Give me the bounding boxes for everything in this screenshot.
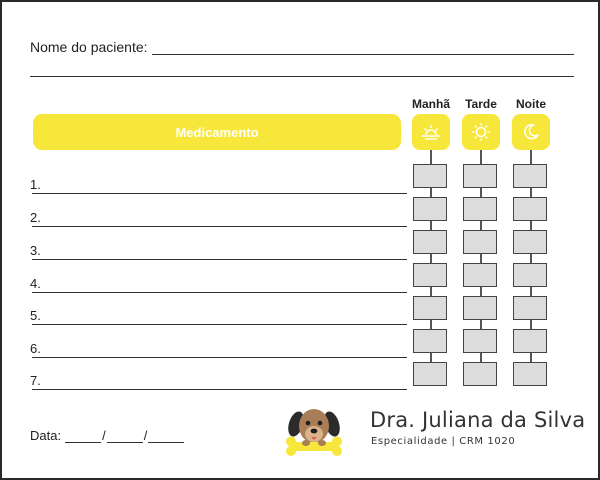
checkbox-morning-row-1[interactable] — [413, 164, 447, 188]
date-row — [30, 428, 184, 443]
date-year-field[interactable] — [148, 429, 184, 443]
medication-row-6[interactable] — [30, 338, 407, 358]
period-icon-night — [512, 114, 550, 150]
date-month-field[interactable] — [107, 429, 143, 443]
date-separator: / — [102, 428, 106, 443]
period-icon-afternoon — [462, 114, 500, 150]
checkbox-afternoon-row-6[interactable] — [463, 329, 497, 353]
checkbox-night-row-6[interactable] — [513, 329, 547, 353]
date-label: Data: — [30, 428, 62, 443]
period-icon-morning — [412, 114, 450, 150]
patient-name-field[interactable] — [152, 40, 574, 55]
period-label-morning: Manhã — [411, 97, 450, 111]
dog-mascot-icon — [278, 404, 350, 456]
checkbox-night-row-5[interactable] — [513, 296, 547, 320]
medication-row-3[interactable] — [30, 240, 407, 260]
medication-row-2[interactable] — [30, 207, 407, 227]
medication-input-line[interactable] — [32, 259, 407, 260]
period-label-afternoon: Tarde — [465, 97, 497, 111]
checkbox-morning-row-5[interactable] — [413, 296, 447, 320]
doctor-specialty-crm: Especialidade | CRM 1020 — [371, 436, 516, 447]
medication-header — [33, 114, 401, 150]
date-separator: / — [143, 428, 148, 443]
row-number: 1. — [30, 177, 41, 192]
medication-row-5[interactable] — [30, 305, 407, 325]
sunrise-icon — [419, 120, 443, 144]
checkbox-night-row-4[interactable] — [513, 263, 547, 287]
row-number: 6. — [30, 341, 41, 356]
checkbox-afternoon-row-4[interactable] — [463, 263, 497, 287]
checkbox-morning-row-6[interactable] — [413, 329, 447, 353]
medication-row-7[interactable] — [30, 370, 407, 390]
checkbox-afternoon-row-3[interactable] — [463, 230, 497, 254]
patient-name-row — [30, 39, 574, 55]
checkbox-morning-row-2[interactable] — [413, 197, 447, 221]
checkbox-night-row-7[interactable] — [513, 362, 547, 386]
period-column-afternoon — [462, 114, 500, 388]
medication-header-label: Medicamento — [175, 124, 259, 140]
checkbox-morning-row-4[interactable] — [413, 263, 447, 287]
checkbox-afternoon-row-7[interactable] — [463, 362, 497, 386]
checkbox-night-row-3[interactable] — [513, 230, 547, 254]
medication-input-line[interactable] — [32, 292, 407, 293]
medication-input-line[interactable] — [32, 193, 407, 194]
checkbox-morning-row-7[interactable] — [413, 362, 447, 386]
patient-name-field-line2[interactable] — [30, 76, 574, 77]
checkbox-afternoon-row-1[interactable] — [463, 164, 497, 188]
medication-input-line[interactable] — [32, 324, 407, 325]
doctor-name: Dra. Juliana da Silva — [370, 408, 586, 432]
patient-name-label: Nome do paciente: — [30, 39, 148, 55]
moon-icon — [519, 120, 543, 144]
medication-input-line[interactable] — [32, 357, 407, 358]
checkbox-night-row-1[interactable] — [513, 164, 547, 188]
checkbox-night-row-2[interactable] — [513, 197, 547, 221]
medication-input-line[interactable] — [32, 389, 407, 390]
sun-icon — [469, 120, 493, 144]
row-number: 5. — [30, 308, 41, 323]
checkbox-afternoon-row-5[interactable] — [463, 296, 497, 320]
row-number: 3. — [30, 243, 41, 258]
row-number: 2. — [30, 210, 41, 225]
medication-row-4[interactable] — [30, 273, 407, 293]
period-column-morning — [412, 114, 450, 388]
row-number: 7. — [30, 373, 41, 388]
checkbox-afternoon-row-2[interactable] — [463, 197, 497, 221]
medication-input-line[interactable] — [32, 226, 407, 227]
medication-row-1[interactable] — [30, 174, 407, 194]
period-label-night: Noite — [516, 97, 546, 111]
date-day-field[interactable] — [65, 429, 101, 443]
period-column-night — [512, 114, 550, 388]
checkbox-morning-row-3[interactable] — [413, 230, 447, 254]
row-number: 4. — [30, 276, 41, 291]
